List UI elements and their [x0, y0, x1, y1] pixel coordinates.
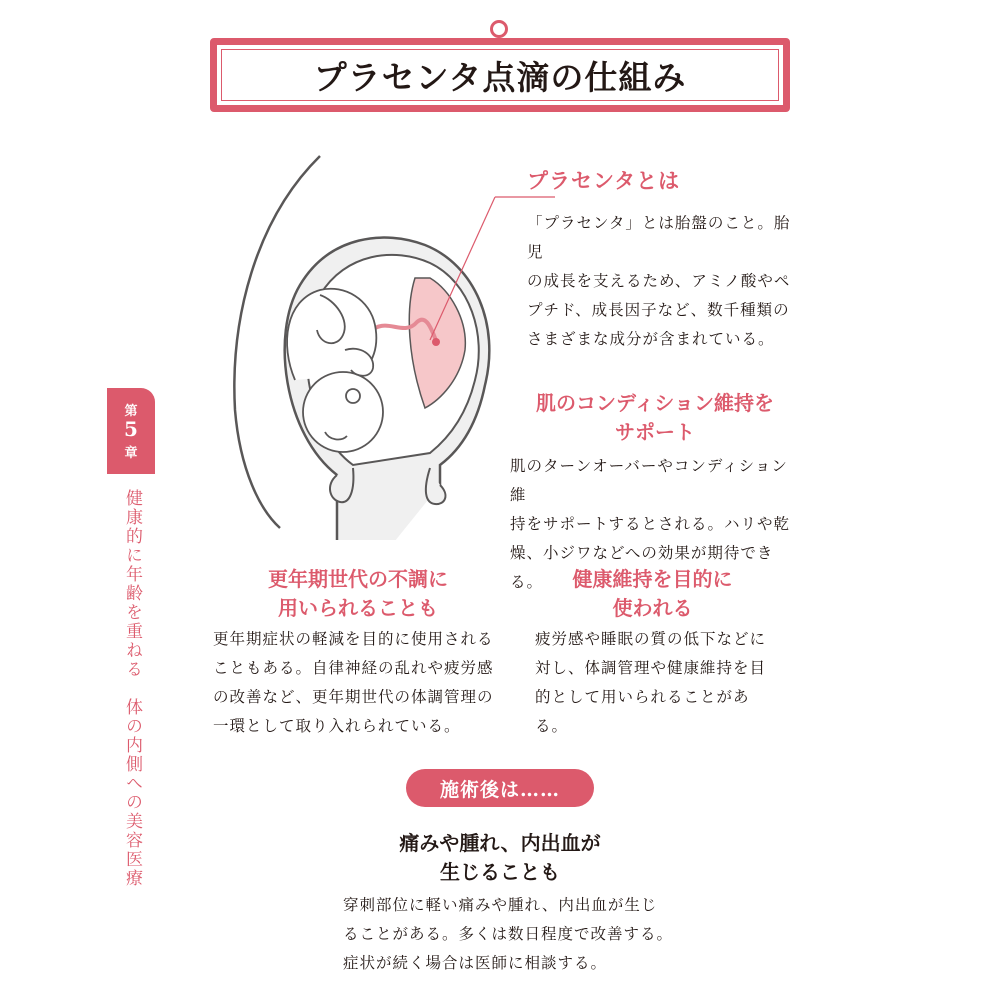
menopause-body-line: こともある。自律神経の乱れや疲労感 — [213, 659, 494, 677]
health-heading-line: 使われる — [612, 596, 693, 620]
menopause-body-line: の改善など、更年期世代の体調管理の — [213, 688, 494, 706]
skin-heading — [510, 389, 800, 447]
chapter-number: 5 — [124, 417, 138, 441]
after-treatment-heading — [355, 829, 645, 887]
skin-heading-line: 肌のコンディション維持を — [536, 391, 774, 415]
title-frame — [210, 38, 790, 112]
chapter-suffix: 章 — [124, 446, 138, 461]
after-body-line: 症状が続く場合は医師に相談する。 — [343, 954, 608, 972]
skin-body-line: 持をサポートするとされる。ハリや乾 — [510, 515, 791, 533]
placenta-heading: プラセンタとは — [527, 168, 681, 193]
hanging-ring-icon — [490, 20, 508, 38]
after-heading-line: 生じることも — [440, 860, 560, 884]
health-heading-line: 健康維持を目的に — [572, 567, 733, 591]
fetus-ear — [346, 389, 360, 403]
menopause-body-line: 一環として取り入れられている。 — [213, 717, 461, 735]
fetus-head — [303, 372, 383, 452]
after-treatment-pill: 施術後は…… — [406, 769, 594, 807]
skin-body-line: 肌のターンオーバーやコンディション維 — [510, 457, 788, 504]
health-body-line: 疲労感や睡眠の質の低下などに — [535, 630, 767, 648]
page-title: プラセンタ点滴の仕組み — [313, 57, 687, 97]
health-body — [535, 625, 780, 741]
menopause-heading — [213, 565, 503, 623]
chapter-title-vertical: 健康的に年齢を重ねる 体の内側への美容医療 — [122, 489, 142, 888]
menopause-heading-line: 用いられることも — [278, 596, 438, 620]
chapter-tab — [107, 388, 155, 474]
placenta-body-line: 「プラセンタ」とは胎盤のこと。胎児 — [527, 214, 791, 261]
health-body-line: 対し、体調管理や健康維持を目 — [535, 659, 767, 677]
after-body-line: ることがある。多くは数日程度で改善する。 — [343, 925, 674, 943]
menopause-body — [213, 625, 503, 741]
uterus-fetus-illustration — [225, 150, 555, 540]
leader-dot — [432, 338, 440, 346]
after-heading-line: 痛みや腫れ、内出血が — [399, 831, 601, 855]
after-treatment-body — [343, 891, 673, 978]
health-heading — [535, 565, 770, 623]
placenta-body-line: さまざまな成分が含まれている。 — [527, 330, 775, 348]
after-body-line: 穿刺部位に軽い痛みや腫れ、内出血が生じ — [343, 896, 658, 914]
menopause-body-line: 更年期症状の軽減を目的に使用される — [213, 630, 494, 648]
skin-heading-line: サポート — [615, 420, 695, 444]
placenta-body — [527, 209, 797, 354]
skin-body-line: 燥、小ジワなどへの効果が期待できる。 — [510, 544, 774, 591]
health-body-line: 的として用いられることがある。 — [535, 688, 750, 735]
placenta-body-line: の成長を支えるため、アミノ酸やペ — [527, 272, 791, 290]
chapter-prefix: 第 — [124, 404, 138, 419]
placenta-body-line: プチド、成長因子など、数千種類の — [527, 301, 790, 319]
menopause-heading-line: 更年期世代の不調に — [268, 567, 448, 591]
